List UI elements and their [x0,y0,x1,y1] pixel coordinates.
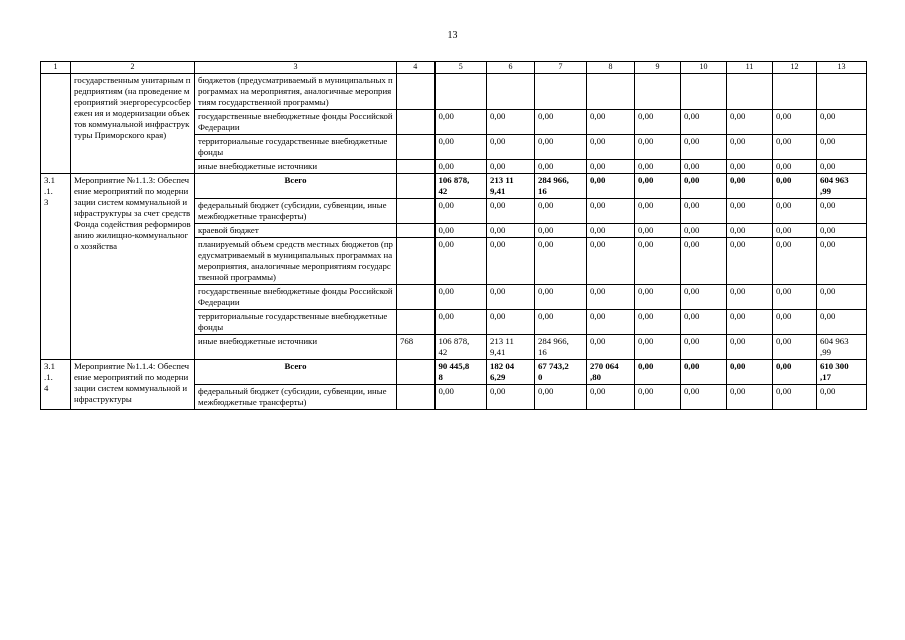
value-cell: 0,00 [487,160,535,174]
funding-source: Всего [195,360,397,385]
value-cell: 0,00 [817,160,867,174]
value-cell: 0,00 [817,385,867,410]
header-cell: 10 [681,62,727,74]
value-cell: 0,00 [435,160,487,174]
value-cell: 0,00 [727,199,773,224]
value-cell: 0,00 [773,360,817,385]
value-cell: 0,00 [487,238,535,285]
measure-name: Мероприятие №1.1.3: Обеспечение мероприятий по модернизации систем коммунальной инфраструктуры за счет средств Фонда содействия реформированию жилищно-коммунального хозяйства [71,174,195,360]
value-cell: 0,00 [681,135,727,160]
code-cell [397,310,435,335]
value-cell: 0,00 [435,310,487,335]
value-cell: 0,00 [535,310,587,335]
page-number: 13 [447,30,458,41]
value-cell: 213 11 9,41 [487,335,535,360]
value-cell: 0,00 [535,110,587,135]
budget-table [40,61,867,410]
value-cell [635,74,681,110]
table-header [41,62,867,74]
value-cell: 0,00 [635,385,681,410]
value-cell: 0,00 [727,310,773,335]
value-cell: 0,00 [587,135,635,160]
code-cell [397,285,435,310]
value-cell: 0,00 [635,160,681,174]
value-cell: 106 878, 42 [435,335,487,360]
value-cell: 0,00 [727,385,773,410]
funding-source: иные внебюджетные источники [195,335,397,360]
value-cell: 0,00 [487,135,535,160]
header-cell: 2 [71,62,195,74]
value-cell: 0,00 [535,285,587,310]
value-cell: 0,00 [681,224,727,238]
value-cell: 0,00 [773,135,817,160]
value-cell: 0,00 [727,335,773,360]
value-cell: 610 300 ,17 [817,360,867,385]
funding-source: краевой бюджет [195,224,397,238]
value-cell: 0,00 [635,135,681,160]
value-cell: 0,00 [635,285,681,310]
measure-number [41,74,71,174]
value-cell: 0,00 [635,310,681,335]
value-cell: 0,00 [535,224,587,238]
value-cell: 0,00 [487,310,535,335]
value-cell: 0,00 [635,110,681,135]
value-cell [817,74,867,110]
funding-source: государственные внебюджетные фонды Российской Федерации [195,285,397,310]
value-cell [773,74,817,110]
value-cell: 0,00 [487,199,535,224]
value-cell: 0,00 [681,174,727,199]
table-row [41,74,867,110]
table-row [41,360,867,385]
value-cell: 0,00 [773,224,817,238]
value-cell: 0,00 [435,135,487,160]
header-cell: 1 [41,62,71,74]
value-cell: 0,00 [817,110,867,135]
value-cell: 0,00 [435,238,487,285]
value-cell: 0,00 [681,310,727,335]
funding-source: государственные внебюджетные фонды Российской Федерации [195,110,397,135]
value-cell [681,74,727,110]
value-cell: 0,00 [773,335,817,360]
value-cell: 604 963 ,99 [817,174,867,199]
code-cell [397,238,435,285]
value-cell: 0,00 [535,135,587,160]
value-cell: 0,00 [681,199,727,224]
code-cell [397,385,435,410]
value-cell: 0,00 [681,285,727,310]
value-cell [435,74,487,110]
header-cell: 13 [817,62,867,74]
value-cell: 0,00 [817,199,867,224]
funding-source: территориальные государственные внебюджетные фонды [195,310,397,335]
value-cell: 182 04 6,29 [487,360,535,385]
value-cell: 0,00 [487,224,535,238]
value-cell: 0,00 [681,335,727,360]
value-cell: 0,00 [587,160,635,174]
value-cell: 67 743,2 0 [535,360,587,385]
value-cell: 0,00 [773,310,817,335]
code-cell [397,224,435,238]
value-cell: 0,00 [817,285,867,310]
value-cell: 0,00 [817,135,867,160]
value-cell [535,74,587,110]
value-cell: 0,00 [487,110,535,135]
header-cell: 4 [397,62,435,74]
funding-source: Всего [195,174,397,199]
value-cell [487,74,535,110]
value-cell: 0,00 [487,385,535,410]
funding-source: планируемый объем средств местных бюджетов (предусматриваемый в муниципальных программах на мероприятия, аналогичные мероприятиям государственной программы) [195,238,397,285]
table-row [41,174,867,199]
funding-source: федеральный бюджет (субсидии, субвенции, иные межбюджетные трансферты) [195,199,397,224]
measure-name: государственным унитарным предприятиям (на проведение мероприятий энергоресурсосбережен ия и модернизации объектов коммунальной инфраструктуры Приморского края) [71,74,195,174]
value-cell: 0,00 [727,135,773,160]
value-cell: 0,00 [535,160,587,174]
value-cell: 0,00 [727,360,773,385]
value-cell: 106 878, 42 [435,174,487,199]
value-cell: 0,00 [727,224,773,238]
value-cell: 0,00 [435,110,487,135]
value-cell: 0,00 [681,238,727,285]
value-cell: 0,00 [587,199,635,224]
value-cell: 0,00 [535,238,587,285]
value-cell: 0,00 [817,310,867,335]
code-cell [397,110,435,135]
value-cell: 90 445,8 8 [435,360,487,385]
funding-source: федеральный бюджет (субсидии, субвенции, иные межбюджетные трансферты) [195,385,397,410]
value-cell: 0,00 [773,110,817,135]
value-cell: 0,00 [435,224,487,238]
value-cell: 284 966, 16 [535,174,587,199]
value-cell: 0,00 [435,199,487,224]
funding-source: бюджетов (предусматриваемый в муниципальных программах на мероприятия, аналогичные мероприятиям государственной программы) [195,74,397,110]
value-cell: 0,00 [635,199,681,224]
value-cell: 0,00 [727,110,773,135]
value-cell: 0,00 [773,285,817,310]
value-cell: 0,00 [727,160,773,174]
header-cell: 5 [435,62,487,74]
value-cell: 213 11 9,41 [487,174,535,199]
code-cell [397,360,435,385]
value-cell: 0,00 [817,238,867,285]
value-cell: 0,00 [635,360,681,385]
code-cell [397,135,435,160]
value-cell: 0,00 [587,174,635,199]
funding-source: территориальные государственные внебюджетные фонды [195,135,397,160]
code-cell [397,74,435,110]
value-cell: 0,00 [587,224,635,238]
code-cell [397,160,435,174]
value-cell: 0,00 [535,199,587,224]
value-cell: 0,00 [773,199,817,224]
value-cell: 0,00 [587,285,635,310]
measure-number: 3.1 .1. 4 [41,360,71,410]
value-cell: 0,00 [587,335,635,360]
value-cell: 284 966, 16 [535,335,587,360]
value-cell: 0,00 [435,285,487,310]
value-cell: 0,00 [727,174,773,199]
value-cell: 0,00 [635,174,681,199]
measure-number: 3.1 .1. 3 [41,174,71,360]
value-cell: 0,00 [487,285,535,310]
measure-name: Мероприятие №1.1.4: Обеспечение мероприятий по модернизации систем коммунальной инфраструктуры [71,360,195,410]
value-cell: 0,00 [773,160,817,174]
value-cell: 0,00 [435,385,487,410]
header-cell: 6 [487,62,535,74]
value-cell: 0,00 [635,224,681,238]
header-cell: 12 [773,62,817,74]
value-cell: 0,00 [681,385,727,410]
value-cell: 0,00 [587,238,635,285]
code-cell: 768 [397,335,435,360]
table-body [41,74,867,410]
value-cell: 0,00 [817,224,867,238]
value-cell: 0,00 [587,385,635,410]
value-cell: 0,00 [727,285,773,310]
value-cell: 0,00 [535,385,587,410]
value-cell [727,74,773,110]
value-cell [587,74,635,110]
value-cell: 270 064 ,80 [587,360,635,385]
value-cell: 604 963 ,99 [817,335,867,360]
code-cell [397,199,435,224]
header-cell: 8 [587,62,635,74]
value-cell: 0,00 [587,110,635,135]
header-cell: 3 [195,62,397,74]
value-cell: 0,00 [727,238,773,285]
value-cell: 0,00 [773,385,817,410]
funding-source: иные внебюджетные источники [195,160,397,174]
header-cell: 11 [727,62,773,74]
value-cell: 0,00 [587,310,635,335]
header-cell: 7 [535,62,587,74]
value-cell: 0,00 [635,238,681,285]
header-cell: 9 [635,62,681,74]
code-cell [397,174,435,199]
value-cell: 0,00 [681,360,727,385]
value-cell: 0,00 [635,335,681,360]
value-cell: 0,00 [681,110,727,135]
value-cell: 0,00 [773,238,817,285]
value-cell: 0,00 [773,174,817,199]
value-cell: 0,00 [681,160,727,174]
